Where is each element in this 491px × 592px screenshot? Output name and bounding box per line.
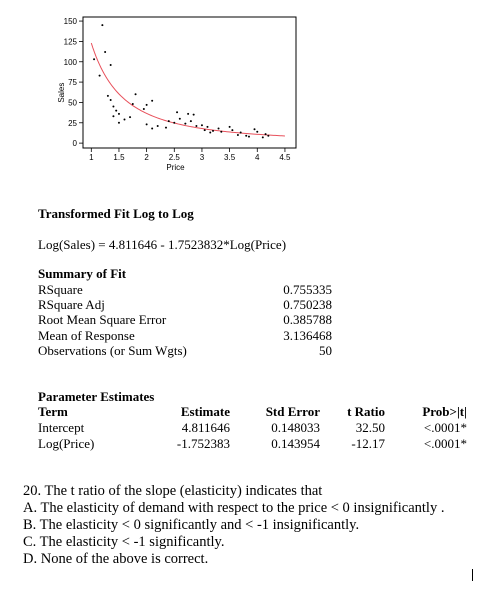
data-point <box>265 133 267 135</box>
text-cursor <box>472 569 473 581</box>
y-tick-label: 125 <box>63 37 77 47</box>
data-point <box>104 51 106 53</box>
data-point <box>107 95 109 97</box>
data-point <box>135 93 137 95</box>
data-point <box>110 99 112 101</box>
data-point <box>184 123 186 125</box>
params-cell: 0.143954 <box>271 435 320 451</box>
data-point <box>101 24 103 26</box>
params-header: Std Error <box>265 404 320 419</box>
data-point <box>229 126 231 128</box>
data-point <box>212 130 214 132</box>
data-point <box>165 127 167 129</box>
params-cell: 0.148033 <box>271 420 320 435</box>
params-header: Term <box>38 404 68 419</box>
params-cell: 32.50 <box>355 420 385 435</box>
x-tick-label: 3 <box>199 153 205 162</box>
data-point <box>168 120 170 122</box>
params-header: Estimate <box>180 404 230 419</box>
data-point <box>110 64 112 66</box>
data-point <box>195 125 197 127</box>
data-point <box>146 104 148 106</box>
x-tick-label: 3.5 <box>224 153 236 162</box>
data-point <box>132 103 134 105</box>
params-cell: -1.752383 <box>176 435 230 451</box>
scatter-chart <box>0 0 491 190</box>
answer-option: C. The elasticity < -1 significantly. <box>23 534 225 550</box>
x-tick-label: 2.5 <box>168 153 180 162</box>
y-tick-label: 75 <box>68 78 77 88</box>
data-point <box>112 115 114 117</box>
summary-label: RSquare Adj <box>38 297 105 313</box>
data-point <box>173 122 175 124</box>
summary-label: Observations (or Sum Wgts) <box>38 342 187 358</box>
data-point <box>123 119 125 121</box>
data-point <box>115 110 117 112</box>
params-header: Prob>|t| <box>422 404 467 419</box>
answer-option: A. The elasticity of demand with respect to the price < 0 insignificantly . <box>23 500 445 516</box>
data-point <box>237 134 239 136</box>
answer-option: B. The elasticity < 0 significantly and < -1 insignificantly. <box>23 517 360 533</box>
summary-label: RSquare <box>38 282 83 297</box>
data-point <box>99 75 101 77</box>
x-tick-label: 4.5 <box>279 153 291 162</box>
summary-value: 50 <box>319 342 332 358</box>
question-stem: 20. The t ratio of the slope (elasticity) indicates that <box>23 483 323 499</box>
data-point <box>254 128 256 130</box>
summary-value: 0.755335 <box>283 282 332 297</box>
data-point <box>248 136 250 138</box>
data-point <box>267 135 269 137</box>
data-point <box>256 131 258 133</box>
data-point <box>206 126 208 128</box>
y-tick-label: 100 <box>63 57 77 67</box>
params-cell: <.0001* <box>423 420 467 435</box>
data-point <box>193 114 195 116</box>
data-point <box>179 118 181 120</box>
data-point <box>209 132 211 134</box>
data-point <box>146 123 148 125</box>
params-cell: Log(Price) <box>38 435 95 451</box>
params-cell: 4.811646 <box>181 420 230 435</box>
params-header: t Ratio <box>347 404 385 419</box>
data-point <box>93 58 95 60</box>
data-point <box>129 116 131 118</box>
fit-curve <box>91 43 285 136</box>
summary-value: 3.136468 <box>283 327 332 343</box>
x-tick-label: 1 <box>89 153 94 162</box>
summary-label: Mean of Response <box>38 327 135 343</box>
x-tick-label: 1.5 <box>113 153 125 162</box>
data-point <box>176 111 178 113</box>
data-point <box>245 135 247 137</box>
summary-value: 0.750238 <box>283 297 332 313</box>
data-point <box>187 113 189 115</box>
summary-title: Summary of Fit <box>38 266 127 281</box>
params-cell: Intercept <box>38 420 85 435</box>
data-point <box>231 129 233 131</box>
plot-frame <box>83 17 296 148</box>
data-point <box>151 100 153 102</box>
data-point <box>151 127 153 129</box>
y-axis-label: Sales <box>57 82 66 103</box>
data-point <box>157 125 159 127</box>
data-point <box>190 120 192 122</box>
data-point <box>240 132 242 134</box>
summary-value: 0.385788 <box>283 312 332 328</box>
data-point <box>118 113 120 115</box>
y-tick-label: 0 <box>72 139 77 149</box>
summary-label: Root Mean Square Error <box>38 312 167 328</box>
y-tick-label: 150 <box>63 17 77 27</box>
fit-title: Transformed Fit Log to Log <box>38 206 194 221</box>
data-point <box>201 124 203 126</box>
answer-option: D. None of the above is correct. <box>23 551 209 567</box>
fit-equation: Log(Sales) = 4.811646 - 1.7523832*Log(Price) <box>38 237 287 252</box>
data-point <box>204 129 206 131</box>
y-tick-label: 25 <box>68 118 77 128</box>
y-tick-label: 50 <box>68 98 77 108</box>
data-point <box>262 136 264 138</box>
params-cell: -12.17 <box>351 435 385 451</box>
data-point <box>118 122 120 124</box>
data-point <box>220 131 222 133</box>
data-point <box>218 127 220 129</box>
x-axis-label: Price <box>166 163 185 172</box>
params-title: Parameter Estimates <box>38 389 155 404</box>
x-tick-label: 2 <box>144 153 149 162</box>
data-point <box>112 106 114 108</box>
data-point <box>143 108 145 110</box>
params-cell: <.0001* <box>423 435 467 451</box>
x-tick-label: 4 <box>255 153 260 162</box>
